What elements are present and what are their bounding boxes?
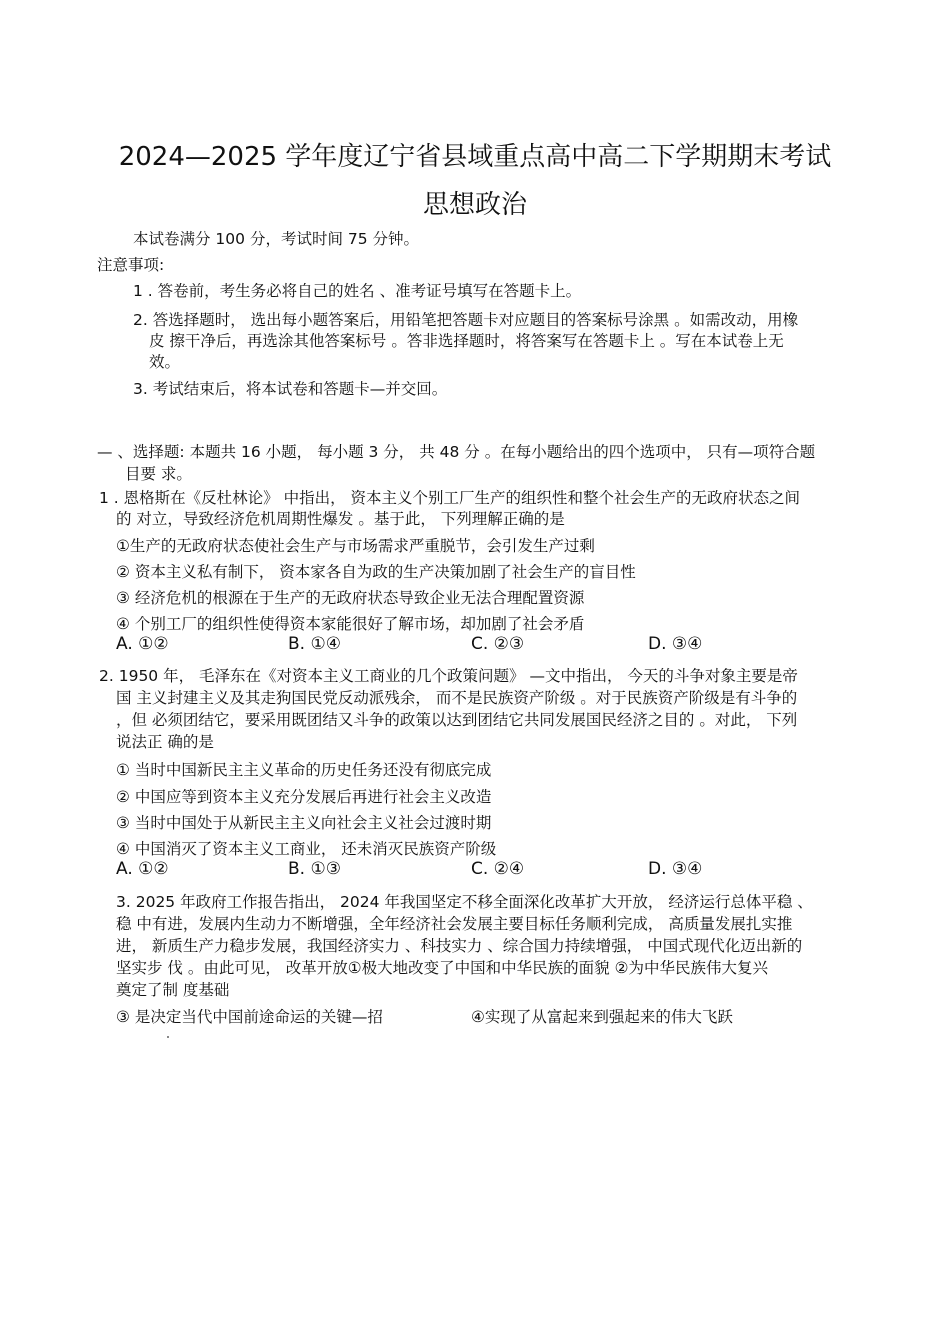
option-c[interactable]: C. ②④ [471,859,525,879]
question-item: ④ 个别工厂的组织性使得资本家能很好了解市场，却加剧了社会矛盾 [116,615,585,633]
option-a[interactable]: A. ①② [116,634,169,654]
question-stem: ，但 必须团结它，要采用既团结又斗争的政策以达到团结它共同发展国民经济之目的 。对此， 下列 [116,711,798,729]
notice-heading: 注意事项: [97,256,165,274]
notice-item: 3. 考试结束后，将本试卷和答题卡—并交回。 [133,380,448,398]
question-item: ③ 经济危机的根源在于生产的无政府状态导致企业无法合理配置资源 [116,589,585,607]
question-item: ④实现了从富起来到强起来的伟大飞跃 [471,1008,733,1026]
question-stem: 的 对立，导致经济危机周期性爆发 。基于此， 下列理解正确的是 [116,510,565,528]
question-item: ② 中国应等到资本主义充分发展后再进行社会主义改造 [116,788,492,806]
option-d[interactable]: D. ③④ [648,859,703,879]
exam-info: 本试卷满分 100 分，考试时间 75 分钟。 [133,230,420,248]
question-item: ② 资本主义私有制下， 资本家各自为政的生产决策加剧了社会生产的盲目性 [116,563,636,581]
question-stem: 说法正 确的是 [116,733,214,751]
section-heading-cont: 目要 求。 [125,465,192,483]
section-heading: — 、选择题: 本题共 16 小题， 每小题 3 分， 共 48 分 。在每小题给出的四个选项中， 只有—项符合题 [97,443,816,461]
question-stem: 1 . 恩格斯在《反杜林论》 中指出， 资本主义个别工厂生产的组织性和整个社会生产的无政府状态之间 [99,489,800,507]
notice-item: 2. 答选择题时， 选出每小题答案后，用铅笔把答题卡对应题目的答案标号涂黑 。如需改动，用橡 [133,311,799,329]
option-d[interactable]: D. ③④ [648,634,703,654]
answer-options [116,857,836,881]
question-item: ①生产的无政府状态使社会生产与市场需求严重脱节，会引发生产过剩 [116,537,595,555]
question-stem: 进， 新质生产力稳步发展，我国经济实力 、科技实力 、综合国力持续增强， 中国式现代化迈出新的 [116,937,803,955]
option-b[interactable]: B. ①③ [288,859,341,879]
notice-item: 皮 擦干净后，再选涂其他答案标号 。答非选择题时，将答案写在答题卡上 。写在本试卷上无 [149,332,784,350]
question-item: ④ 中国消灭了资本主义工商业， 还未消灭民族资产阶级 [116,840,497,858]
question-item: ① 当时中国新民主主义革命的历史任务还没有彻底完成 [116,761,492,779]
question-stem: 2. 1950 年， 毛泽东在《对资本主义工商业的几个政策问题》 —文中指出， 今天的斗争对象主要是帝 [99,667,798,685]
question-stem: 3. 2025 年政府工作报告指出， 2024 年我国坚定不移全面深化改革扩大开放， 经济运行总体平稳 、 [116,893,813,911]
answer-options [116,632,836,656]
question-stem: 奠定了制 度基础 [116,981,230,999]
option-c[interactable]: C. ②③ [471,634,525,654]
subject-title: 思想政治 [422,190,527,220]
notice-item: 1 . 答卷前，考生务必将自己的姓名 、准考证号填写在答题卡上。 [133,282,582,300]
question-item: ③ 当时中国处于从新民主主义向社会主义社会过渡时期 [116,814,492,832]
question-stem: 国 主义封建主义及其走狗国民党反动派残余， 而不是民族资产阶级 。对于民族资产阶级是有斗争的 [116,689,798,707]
question-stem: 坚实步 伐 。由此可见， 改革开放①极大地改变了中国和中华民族的面貌 ②为中华民族伟大复兴 [116,959,769,977]
stray-mark [167,1036,169,1038]
notice-item: 效。 [149,353,181,371]
option-a[interactable]: A. ①② [116,859,169,879]
question-item: ③ 是决定当代中国前途命运的关键—招 [116,1008,383,1026]
exam-title: 2024—2025 学年度辽宁省县域重点高中高二下学期期末考试 [118,142,832,172]
question-stem: 稳 中有进，发展内生动力不断增强，全年经济社会发展主要目标任务顺利完成， 高质量发展扎实推 [116,915,793,933]
option-b[interactable]: B. ①④ [288,634,341,654]
